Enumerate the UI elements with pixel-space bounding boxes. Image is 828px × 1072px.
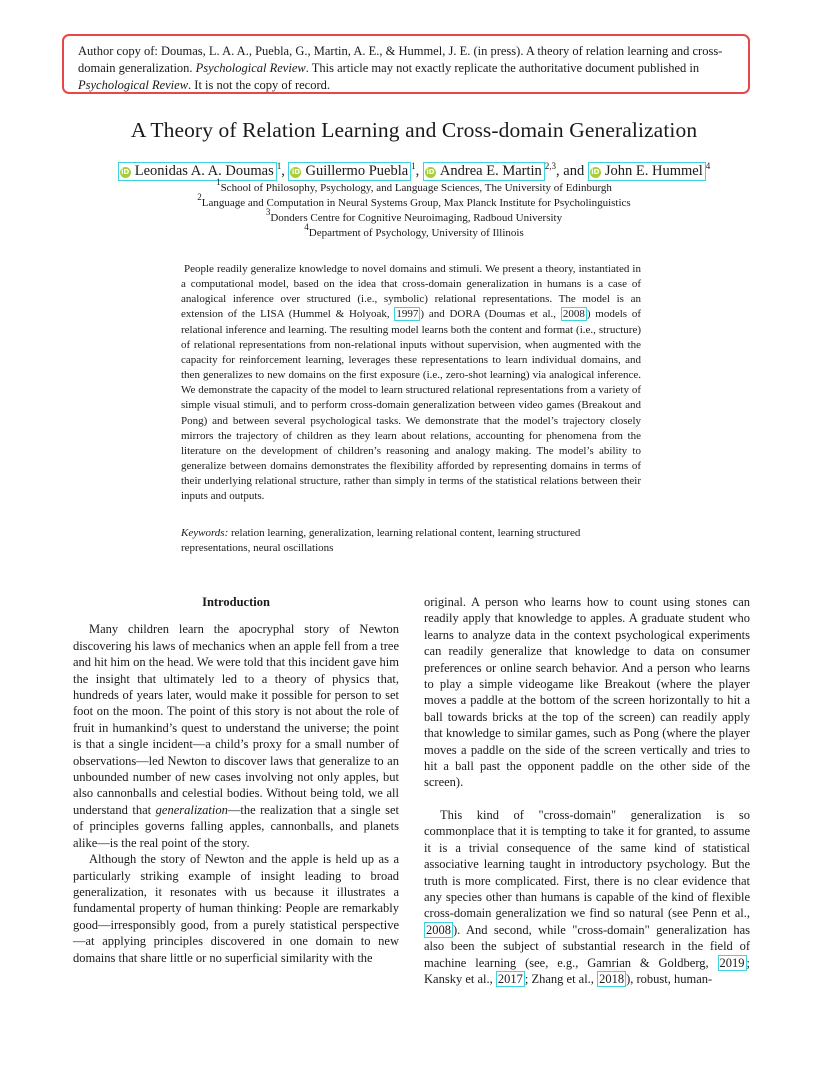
author-list <box>0 161 828 181</box>
body-paragraph: Many children learn the apocryphal story of Newton discovering his laws of mechanics when an apple fell from a tree and hit him on the head. We were told that this incident gave him the insight that ultimately led to a theory of physics that, hundreds of years later, would make it possible for person to set foot on the moon. The point of this story is not about the role of fruit in humankind’s quest to understand the universe; the point is that a single incident—a child’s proxy for a small number of observations—led Newton to discover laws that generalize to an unbounded number of new cases involving not only apples, but also cannonballs and celestial bodies. Without being told, we all understand that generalization—the realization that a single set of principles governs falling apples, cannonballs, and planets alike—is the real point of the story. <box>73 622 400 850</box>
author-separator: , and <box>556 163 588 179</box>
keywords-text: relation learning, generalization, learning relational content, learning structured representations, neural oscillations <box>181 527 581 555</box>
citation-link[interactable]: 2019 <box>719 955 745 970</box>
author-separator: , <box>415 163 423 179</box>
body-paragraph: Although the story of Newton and the apple is held up as a particularly striking example of insight leading to broad generalization, it resonates with us because it illustrates a fundamental property of human thinking: People are remarkably good—irresponsibly good, from a purely statistical perspective—at applying principles discovered in one domain to new domains that share little or no superficial similarity with the <box>73 852 399 965</box>
author-name: John E. Hummel <box>604 163 703 179</box>
affiliation: $^3$Donders Centre for Cognitive Neuroimaging, Radboud University <box>265 207 563 224</box>
keywords <box>181 526 641 556</box>
right-column <box>424 594 750 987</box>
notice-text: . This article may not exactly replicate the authoritative document published in <box>305 61 700 75</box>
author-name: Leonidas A. A. Doumas <box>134 163 274 179</box>
affiliation-list <box>0 177 828 241</box>
author-link[interactable] <box>588 162 706 181</box>
author-link[interactable] <box>288 162 411 181</box>
orcid-icon: iD <box>591 168 600 176</box>
author-affil-sup: 1 <box>411 161 416 171</box>
affiliation: $^2$Language and Computation in Neural Systems Group, Max Planck Institute for Psycholinguistics <box>197 192 631 209</box>
author-affil-sup: 2,3 <box>544 161 557 171</box>
orcid-icon: iD <box>291 168 301 176</box>
keywords-label: Keywords: <box>181 527 229 539</box>
paper-title: A Theory of Relation Learning and Cross-domain Generalization <box>130 118 698 142</box>
notice-journal: Psychological Review <box>78 78 189 92</box>
author-affil-sup: 1 <box>276 161 282 171</box>
notice-text: Author copy of: Doumas, L. A. A., Puebla, G., Martin, A. E., & Hummel, J. E. (in press). A theory of relation learning and cross-domain generalization. <box>78 44 723 75</box>
author-link[interactable] <box>423 162 545 181</box>
notice-journal: Psychological Review <box>195 61 306 75</box>
affiliation: $^4$Department of Psychology, University of Illinois <box>304 222 524 239</box>
author-name: Andrea E. Martin <box>439 163 542 179</box>
author-name: Guillermo Puebla <box>305 163 409 179</box>
abstract-paragraph: People readily generalize knowledge to novel domains and stimuli. We present a theory, instantiated in a computational model, based on the idea that cross-domain generalization in humans is a case of analogical inference over structured (i.e., symbolic) relational representations. The model is an extension of the LISA (Hummel & Holyoak, 1997 ) and DORA (Doumas et al., 2008 ) models of relational inference and learning. The resulting model learns both the content and format (i.e., structure) of relational representations from non-relational inputs without supervision, when augmented with the capacity for reinforcement learning, leverages these representations to learn individual domains, and then generalizes to new domains on the first exposure (i.e., zero-shot learning) via analogical inference. We demonstrate the capacity of the model to learn structured relational representations from a variety of simple visual stimuli, and to perform cross-domain generalization between video games (Breakout and Pong) and between several psychological tasks. We demonstrate that the model’s trajectory closely mirrors the trajectory of children as they learn about relations, accounting for phenomena from the literature on the development of children’s reasoning and analogy making. The model’s ability to generalize between domains demonstrates the flexibility afforded by representing domains in terms of their underlying relational structure, rather than simply in terms of the statistical relations between their inputs and outputs. <box>181 263 641 503</box>
citation-link[interactable]: 2018 <box>599 971 625 986</box>
author-copy-notice <box>62 34 750 94</box>
affiliation: $^1$School of Philosophy, Psychology, and Language Sciences, The University of Edinburgh <box>216 177 612 194</box>
notice-text: . It is not the copy of record. <box>188 78 331 92</box>
citation-link[interactable]: 2008 <box>426 922 451 937</box>
citation-link[interactable]: 1997 <box>396 308 419 321</box>
orcid-icon: iD <box>426 168 435 176</box>
author-separator: , <box>281 163 289 179</box>
left-column <box>73 594 399 966</box>
author-affil-sup: 4 <box>705 161 711 171</box>
section-heading: Introduction <box>202 595 270 609</box>
author-link[interactable] <box>118 162 277 181</box>
abstract <box>181 262 641 505</box>
body-paragraph: This kind of "cross-domain" generalization is so commonplace that it is tempting to take it for granted, to assume it is a trivial consequence of the same kind of statistical associative learning taught in introductory psychology. But the truth is more complicated. First, there is no clear evidence that any species other than humans is capable of the kind of flexible cross-domain generalization we find so natural (see Penn et al., 2008 ). And second, while "cross-domain" generalization has also been the subject of substantial research in the field of machine learning (see, e.g., Gamrian & Goldberg, 2019 ; Kansky et al., 2017 ; Zhang et al., 2018 ), robust, human- <box>424 807 750 986</box>
orcid-icon: iD <box>121 168 130 176</box>
citation-link[interactable]: 2008 <box>562 308 585 321</box>
citation-link[interactable]: 2017 <box>497 971 523 986</box>
body-paragraph: original. A person who learns how to count using stones can readily apply that knowledge to apples. A graduate student who learns to analyze data in the context psychological experiments can readily generalize that knowledge to data on consumer preferences or online search behavior. And a person who learns to play a simple videogame like Breakout (where the player moves a paddle at the bottom of the screen horizontally to hit a ball towards bricks at the top of the screen) can readily apply that knowledge to similar games, such as Pong (where the player moves a paddle on the side of the screen vertically and tries to hit a ball past the opponent paddle on the other side of the screen). <box>424 595 750 790</box>
